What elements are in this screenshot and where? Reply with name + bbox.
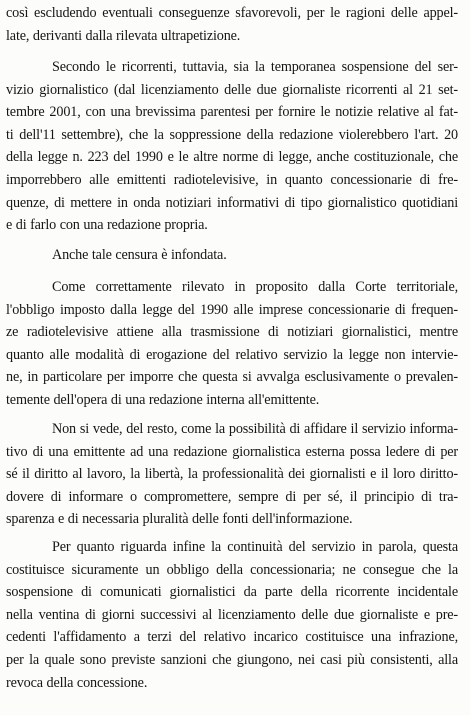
text-line: ze radiotelevisive attiene alla trasmissione di notiziari giornalistici, mentre bbox=[6, 324, 458, 341]
text-line: tivo di una emittente ad una redazione giornalistica esterna possa ledere di per bbox=[6, 443, 458, 460]
text-line: nella ventina di giorni successivi al licenziamento delle due giornaliste e pre- bbox=[6, 606, 458, 623]
paragraph-5 bbox=[6, 418, 458, 531]
text-line: costituisce sicuramente un obbligo della concessionaria; ne consegue che la bbox=[6, 561, 458, 578]
text-line: Secondo le ricorrenti, tuttavia, sia la temporanea sospensione del ser- bbox=[52, 59, 458, 75]
paragraph-6 bbox=[6, 536, 458, 694]
text-line: cedenti l'affidamento a terzi del relativo incarico costituisce una infrazione, bbox=[6, 629, 458, 646]
text-line: vizio giornalistico (dal licenziamento delle due giornaliste ricorrenti al 21 set- bbox=[6, 81, 458, 98]
text-line: temente dell'opera di una redazione interna all'emittente. bbox=[6, 391, 320, 408]
text-line: sparenza e di necessaria pluralità delle fonti dell'informazione. bbox=[6, 511, 353, 528]
paragraph-2 bbox=[6, 56, 458, 237]
text-line: quenze, di mettere in onda notiziari informativi di tipo giornalistico quotidiani bbox=[6, 194, 458, 211]
text-line: ti dell'11 settembre), che la soppressione della redazione violerebbero l'art. 20 bbox=[6, 126, 458, 143]
text-line: Non si vede, del resto, come la possibilità di affidare il servizio informa- bbox=[52, 421, 458, 437]
text-line: Come correttamente rilevato in proposito dalla Corte territoriale, bbox=[52, 279, 458, 295]
text-line: ne, in particolare per imporre che questa si avvalga esclusivamente o prevalen- bbox=[6, 369, 458, 386]
text-line: e di farlo con una redazione propria. bbox=[6, 217, 208, 234]
text-line: quanto alle modalità di erogazione del relativo servizio la legge non intervie- bbox=[6, 346, 458, 363]
text-line: della legge n. 223 del 1990 e le altre norme di legge, anche costituzionale, che bbox=[6, 149, 458, 166]
paragraph-4 bbox=[6, 276, 458, 412]
text-line: Anche tale censura è infondata. bbox=[52, 247, 227, 263]
text-line: l'obbligo imposto dalla legge del 1990 alle imprese concessionarie di frequen- bbox=[6, 301, 458, 318]
text-line: Per quanto riguarda infine la continuità del servizio in parola, questa bbox=[52, 539, 458, 555]
text-line: sé il diritto al lavoro, la libertà, la professionalità dei giornalisti e il loro diritto- bbox=[6, 466, 458, 483]
paragraph-3 bbox=[6, 244, 458, 267]
text-line: per la quale sono previste sanzioni che giungono, nei casi più consistenti, alla bbox=[6, 651, 458, 668]
paragraph-1 bbox=[6, 2, 458, 47]
text-line: revoca della concessione. bbox=[6, 674, 148, 691]
text-line: late, derivanti dalla rilevata ultrapetizione. bbox=[6, 27, 241, 44]
text-line: imporrebbero alle emittenti radiotelevisive, in quanto concessionarie di fre- bbox=[6, 171, 458, 188]
text-line: tembre 2001, con una brevissima parentesi per fornire le notizie relative al fat- bbox=[6, 104, 458, 121]
text-line: sospensione di comunicati giornalistici da parte della ricorrente incidentale bbox=[6, 584, 458, 601]
text-line: dovere di informare o compromettere, sempre di per sé, il principio di tra- bbox=[6, 488, 458, 505]
text-line: così escludendo eventuali conseguenze sfavorevoli, per le ragioni delle appel- bbox=[6, 5, 458, 21]
